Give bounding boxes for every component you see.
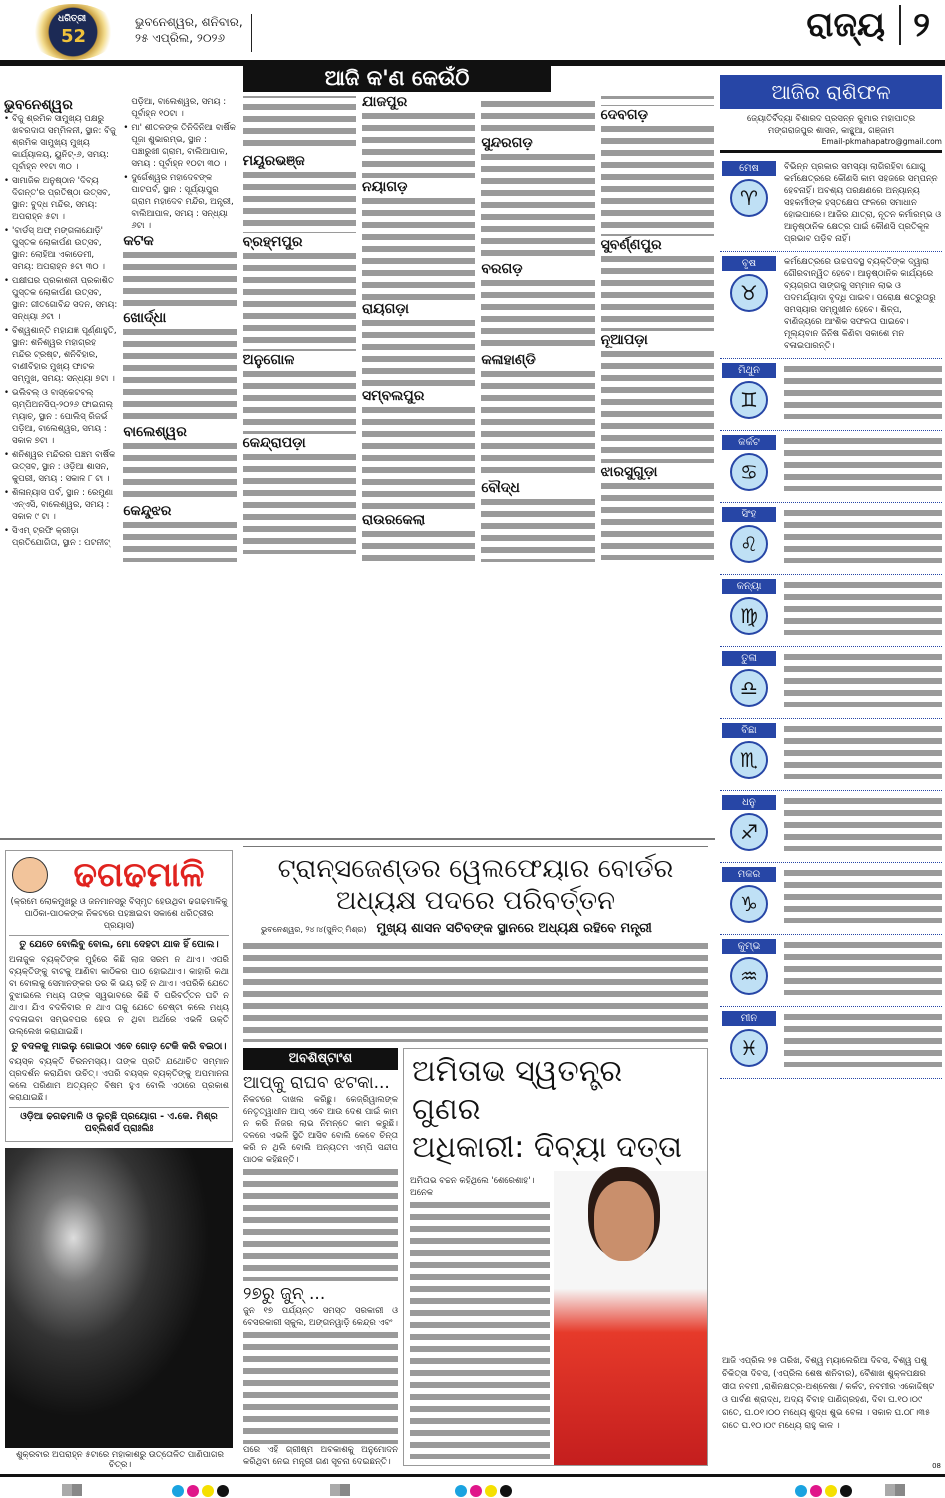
pot-icon: ♒ xyxy=(730,957,768,995)
zodiac-label: ସିଂହ xyxy=(722,507,776,522)
divider xyxy=(720,150,942,153)
listing-text xyxy=(243,169,356,233)
listing-text xyxy=(243,451,356,554)
zodiac-label: ବୃଷ xyxy=(722,256,776,271)
zodiac-10 xyxy=(720,935,942,1007)
city-heading: କଟକ xyxy=(123,233,154,249)
zodiac-text xyxy=(784,795,942,851)
feature-body xyxy=(410,1175,550,1459)
listing-text xyxy=(123,440,236,502)
dhagadhamali-box xyxy=(5,850,233,1142)
zodiac-label: ମିଥୁନ xyxy=(722,363,776,378)
explanation: ବୟସ୍କ ବ୍ୟକ୍ତି ଚିରନମସ୍ୟ। ତାଙ୍କ ପ୍ରତି ଯଥୋଚିତ ସମ୍ମାନ ପ୍ରଦର୍ଶନ କରାଯିବା ଉଚିତ୍। ଏପରି ବୟସ୍କ ବ୍ୟକ୍ତିଙ୍କୁ ଅପମାନନା କଲେ ପରିଣାମ ଅତ୍ୟନ୍ତ ବିଷମ ହୁଏ ବୋଲି ଏଠାରେ ପ୍ରକାଶ କରାଯାଇଛି। xyxy=(9,1057,229,1103)
zodiac-text xyxy=(784,435,942,491)
city-heading: ସୁବର୍ଣ୍ଣପୁର xyxy=(600,237,662,253)
feature-headline-line: ଅଧିକାରୀ: ଦିବ୍ୟା ଦତ୍ତା xyxy=(412,1130,683,1165)
photo-head xyxy=(594,1181,654,1261)
event-listings xyxy=(4,96,714,834)
listing-text xyxy=(243,250,356,351)
zodiac-4 xyxy=(720,503,942,575)
lion-icon: ♌ xyxy=(730,525,768,563)
city-heading: ରାଉରକେଲା xyxy=(361,512,426,528)
city-heading: କେନ୍ଦ୍ରାପଡ଼ା xyxy=(242,435,306,451)
bull-icon: ♉ xyxy=(730,274,768,312)
main-story xyxy=(243,846,708,1042)
zodiac-3 xyxy=(720,431,942,503)
zodiac-11 xyxy=(720,1007,942,1079)
zodiac-text xyxy=(784,507,942,563)
leftover-text: ନିକଟରେ ଦାଖଲ କରିଛୁ। କେଜ୍ରିୱାଲଙ୍କ ନେତୃତ୍ୱାଧୀନ ଆପ୍ ଏବେ ଆଉ ଦେଶ ପାଇଁ କାମ ନ କରି ନିଜର ଲାଭ ନିମନ୍ତେ କାମ କରୁଛି। ଦଳରେ ଏଭଳି ସ୍ଥିତି ଆସିବ ବୋଲି କେବେ ଚିନ୍ତା କରି ନ ଥିଲି ବୋଲି ଅନ୍ୟତମ ଏମ୍‌ପି ସନ୍ଦୀପ ପାଠକ କହିଛନ୍ତି। xyxy=(243,1095,398,1165)
horoscope-title: ଆଜିର ରାଶିଫଳ xyxy=(720,75,942,109)
listing-text xyxy=(362,195,475,300)
zodiac-label: କୁମ୍ଭ xyxy=(722,939,776,954)
zodiac-label: ତୁଳା xyxy=(722,651,776,666)
fish-icon: ♓ xyxy=(730,1029,768,1067)
archer-icon: ♐ xyxy=(730,813,768,851)
leftover-label: ଅବଶିଷ୍ଟାଂଶ xyxy=(243,1048,398,1070)
city-heading: ଝାରସୁଗୁଡ଼ା xyxy=(600,464,658,480)
feature-body-area xyxy=(404,1171,707,1465)
city-heading: ମୟୂରଭଞ୍ଜ xyxy=(242,153,305,169)
listing-text xyxy=(243,368,356,434)
color-registration-dot xyxy=(840,1485,852,1497)
left-bottom-column xyxy=(5,850,235,1470)
leftover-body xyxy=(243,1329,398,1444)
story-subrow xyxy=(243,921,708,936)
list-item: • ଭଲିବଲ୍ ଓ ବାସ୍କେଟବଲ୍ ଚାମ୍ପିଅନସିପ୍-୨୦୨୬ ଫାଇନାଲ୍ ମ୍ୟାଚ୍, ସ୍ଥାନ : ପୋଲିସ୍ ରିଜର୍ଭ ପଡ଼ିଆ, ବାଲେଶ୍ୱର, ସମୟ : ସକାଳ ୭ଟା । xyxy=(4,387,117,447)
color-registration-dot xyxy=(187,1485,199,1497)
list-item: • ସାମାଜିକ ଅନୁଷ୍ଠାନ 'ଦିବ୍ୟ ଦିଗନ୍ତ'ର ପ୍ରତିଷ୍ଠା ଉତ୍ସବ, ସ୍ଥାନ: ବୁଦ୍ଧ ମନ୍ଦିର, ସମୟ: ଅପରାହ୍ନ ୫ଟା । xyxy=(4,175,117,223)
listing-text xyxy=(123,326,236,423)
zodiac-text xyxy=(784,1011,942,1067)
divider xyxy=(9,935,229,936)
astrologer-address: ମଙ୍ଗରାଜପୁର ଶାସନ, କାନ୍ଥୁଆ, ଗଞ୍ଜାମ xyxy=(767,126,895,136)
color-registration-dot xyxy=(172,1485,184,1497)
city-heading: କେନ୍ଦୁଝର xyxy=(123,503,172,519)
leftover-title: ଆପ୍‌କୁ ରାଘବ ଝଟକା... xyxy=(243,1073,390,1093)
zodiac-7 xyxy=(720,719,942,791)
zodiac-9 xyxy=(720,863,942,935)
feature-headline-line: ଅମିତାଭ ସ୍ୱତନ୍ତ୍ର ଗୁଣର xyxy=(412,1054,623,1127)
feature-story xyxy=(403,1048,708,1466)
listing-text xyxy=(362,404,475,511)
panjika-text: ଆଜି ଏପ୍ରିଲ ୨୫ ତାରିଖ, ବିଶ୍ୱ ମ୍ୟାଲେରିଆ ଦିବସ, ବିଶ୍ୱ ପଶୁ ଚିକିତ୍ସା ଦିବସ, (ଏପ୍ରିଲ ଶେଷ ଶନିବାର), ବୈଶାଖ ଶୁକ୍ଳପକ୍ଷର ସୀତା ନବମୀ ,ରାଶିନକ୍ଷତ୍ର-ଅଶ୍ଳେଷା / କର୍କଟ, ନବମୀର ଏକୋଦ୍ଦିଷ୍ଟ ଓ ପାର୍ବଣ ଶ୍ରାଦ୍ଧ, ଅଦ୍ୟ ବିବାହ ପାଣିଗ୍ରହଣ, ଦିବା ଘ.୧୦।୦୯ ଗତେ, ଘ.୦୧।୦୦ ମଧ୍ୟେ ଶୁଦ୍ଧ ଶୁଭ ବେଳା । ସକାଳ ଘ.୦୮।୩୫ ଗତେ ଘ.୧୦।୦୯ ମଧ୍ୟେ ରାହୁ କାଳ । xyxy=(722,1356,935,1431)
list-item: • ବିଜୁ ଶ୍ରମିକ ସାମୁଖ୍ୟ ପକ୍ଷରୁ ଖବରଦାତା ସମ୍ମିଳନୀ, ସ୍ଥାନ: ବିଜୁ ଶ୍ରମିକ ସାମୁଖ୍ୟ ମୁଖ୍ୟ କାର୍ଯ୍ୟାଳୟ, ୟୁନିଟ୍-୬, ସମୟ: ପୂର୍ବାହ୍ନ ୧୧ଟା ୩୦ । xyxy=(4,113,117,173)
city-heading: ନୂଆପଡ଼ା xyxy=(600,332,648,348)
feature-lead: ଅମିତାଭ ବଚ୍ଚନ କହିଥିଲେ 'ଶେରେଶାହ'। ଅନେକ xyxy=(410,1176,535,1198)
zodiac-text xyxy=(784,651,942,707)
list-item: • ଶନିଶ୍ୱର ମନ୍ଦିରର ପଞ୍ଚମ ବାର୍ଷିକ ଉତ୍ସବ, ସ୍ଥାନ : ଓଡ଼ିଆ ଶାସନ, କୁପରୀ, ସମୟ : ସକାଳ ୮ ଟା । xyxy=(4,449,117,485)
subheadline: ମୁଖ୍ୟ ଶାସନ ସଚିବଙ୍କ ସ୍ଥାନରେ ଅଧ୍ୟକ୍ଷ ରହିବେ ମନ୍ତ୍ରୀ xyxy=(376,921,652,936)
article-body xyxy=(243,940,708,1042)
ram-icon: ♈ xyxy=(730,179,768,217)
color-registration-dot xyxy=(500,1485,512,1497)
zodiac-label: ମେଷ xyxy=(722,161,776,176)
newspaper-logo: ଧରିତ୍ରୀ 52 xyxy=(28,4,118,60)
intro: (କ୍ରମେ ଲୋକମୁଖରୁ ଓ ଜନମାନସରୁ ବିସ୍ମୃତ ହେଉଥିବା ଢଗଢମାଳିକୁ ପାଠିକା-ପାଠକଙ୍କ ନିକଟରେ ପହଞ୍ଚାଇବା ସକାଶେ ଧରିତ୍ରୀର ପ୍ରୟାସ) xyxy=(10,897,228,931)
horoscope-panel xyxy=(720,75,942,1079)
zodiac-text: ବିଭିନ୍ନ ପ୍ରକାର ସମସ୍ୟା ଲାଗିରହିବା ଯୋଗୁ କର୍ମକ୍ଷେତ୍ରରେ କୌଣସି କାମ ସହଜରେ ସମ୍ପନ୍ନ ହେବନାହିଁ। ଅବଶ୍ୟ ପରକ୍ଷଣରେ ଅନ୍ୟାନ୍ୟ ସହକର୍ମୀଙ୍କ ହସ୍ତକ୍ଷେପ ଫଳରେ ସମାଧାନ ହୋଇପାରେ। ଆଜିର ଯାତ୍ରା, ନୂତନ କର୍ମାରମ୍ଭ ଓ ଆନୁଷ୍ଠାନିକ କ୍ଷେତ୍ର ପାଇଁ କୌଣସି ପ୍ରତିକୂଳ ପ୍ରଭାବ ପଡ଼ିବ ନାହିଁ। xyxy=(784,162,942,244)
explanation: ଅଳାଜୁକ ବ୍ୟକ୍ତିଙ୍କ ମୁହଁରେ କିଛି ଲାଜ ସରମ ନ ଥାଏ। ଏପରି ବ୍ୟକ୍ତିଙ୍କୁ ବାଟକୁ ଆଣିବା କାଠିକର ପାଠ ହୋଇଥାଏ। କାହାରି କଥା ବା ବୋଲକୁ ସେମାନଙ୍କର ଡର କି ଭୟ ରହି ନ ଥାଏ। ଏପରିକି ଯେତେ ବୁଝାଇଲେ ମଧ୍ୟ ତାଙ୍କ ସ୍ୱଭାବରେ କିଛି ବି ପରିବର୍ତ୍ତନ ଘଟି ନ ଥାଏ। ଯିଏ ବଦଳିବାର ନ ଥାଏ ତାକୁ ଯେତେ ଚେଷ୍ଟା କଲେ ମଧ୍ୟ ବଦଳାଇବା ସମ୍ଭବପର ହେଉ ନ ଥିବା ଅର୍ଥରେ ଏଭଳି ଉକ୍ତି ଉଲ୍ଲେଖ କରାଯାଇଛି। xyxy=(9,955,229,1037)
list xyxy=(4,113,117,385)
astrologer xyxy=(720,113,942,137)
satellite-weather-image xyxy=(5,1148,233,1448)
listing-text xyxy=(601,123,714,236)
zodiac-label: କନ୍ୟା xyxy=(722,579,776,594)
list-item: • ଦୁର୍ଗେଶ୍ୱର ମହାଦେବଙ୍କ ପାଟପର୍ବ, ସ୍ଥାନ : ସୂର୍ଯ୍ୟାପୁର ଗ୍ରାମ ମହାଦେବ ମନ୍ଦିର, ଅନ୍ତ୍ରୀ, ବାଲିଆପାଳ, ସମୟ : ସନ୍ଧ୍ୟା ୬ଟା । xyxy=(123,172,236,232)
zodiac-label: ମକର xyxy=(722,867,776,882)
byline: ଭୁବନେଶ୍ୱର, ୨୪।୪(ସୁନିତ୍ ମିଶ୍ର) xyxy=(261,925,367,934)
dateline: ଭୁବନେଶ୍ୱର, ଶନିବାର, ୨୫ ଏପ୍ରିଲ, ୨୦୨୬ xyxy=(135,14,252,52)
color-registration-dot xyxy=(202,1485,214,1497)
footer-rule xyxy=(0,1474,945,1477)
city-heading: ନୟାଗଡ଼ xyxy=(361,179,408,195)
city-heading: ବୌଦ୍ଧ xyxy=(481,480,520,496)
listing-text xyxy=(481,151,594,260)
city-heading: ବରଗଡ଼ xyxy=(481,261,523,277)
twins-icon: ♊ xyxy=(730,381,768,419)
list-item: • ମା' ଶୀତଳଙ୍କ ତିନିଦିନିଆ ବାର୍ଷିକ ପୂଜା ଶୁଭାରମ୍ଭ, ସ୍ଥାନ : ପଞ୍ଚାରୁଖୀ ଗ୍ରାମ, ବାଲିଆପାଳ, ସମୟ : ପୂର୍ବାହ୍ନ ୧୦ଟା ୩୦ । xyxy=(123,122,236,170)
crab-icon: ♋ xyxy=(730,453,768,491)
list-item: • ଶିଳାନ୍ୟାସ ପର୍ବ, ସ୍ଥାନ : ରେମୁଣା ଏନ୍‌ଏସି, ବାଲେଶ୍ୱର, ସମୟ : ସକାଳ ୯ ଟା । xyxy=(4,487,117,523)
listings-title: ଆଜି କ'ଣ କେଉଁଠି xyxy=(243,64,551,92)
section-title: ରାଜ୍ୟ xyxy=(806,5,885,45)
zodiac-1 xyxy=(720,252,942,359)
listing-text xyxy=(481,368,594,479)
zodiac-label: ବିଛା xyxy=(722,723,776,738)
main-headline: ଟ୍ରାନ୍ସଜେଣ୍ଡର ୱେଲଫେୟାର ବୋର୍ଡର ଅଧ୍ୟକ୍ଷ ପଦରେ ପରିବର୍ତ୍ତନ xyxy=(277,854,674,916)
page-number: ୨ xyxy=(899,5,930,45)
listing-text xyxy=(123,249,236,309)
city-heading: କଳାହାଣ୍ଡି xyxy=(481,352,536,368)
color-registration-dot xyxy=(470,1485,482,1497)
leftover-title: ୨୭ରୁ ଜୁନ୍ ... xyxy=(243,1284,326,1304)
scales-icon: ♎ xyxy=(730,669,768,707)
page-code: 08 xyxy=(932,1462,941,1470)
leftover-text: ଜୁନ ୧୭ ପର୍ଯ୍ୟନ୍ତ ସମସ୍ତ ସରକାରୀ ଓ ବେସରକାରୀ ସ୍କୁଲ, ଅଙ୍ଗନୱାଡ଼ି କେନ୍ଦ୍ର ଏବଂ xyxy=(243,1306,398,1328)
saying: ତୁ ଯେତେ ବୋଲିବୁ ବୋଲ, ମୋ ଦେହଟା ଯାକ ହିଁ ପୋଲ। xyxy=(19,939,219,950)
leftover-end: ପରେ ଏହି ଗ୍ରୀଷ୍ମ ଅବକାଶକୁ ଅନୁମୋଦନ କରିଥିବା ନେଇ ମନ୍ତ୍ରୀ ଗଣ ସୂଚନା ଦେଇଛନ୍ତି। xyxy=(243,1445,398,1467)
list-item: • ପକ୍ଷୀଘର ପ୍ରକାଶନୀ ପ୍ରକାଶିତ ପୁସ୍ତକ ଲୋକାର୍ପଣ ଉତ୍ସବ, ସ୍ଥାନ: ଗୀତଗୋବିନ୍ଦ ସଦନ, ସମୟ: ସନ୍ଧ୍ୟା ୬ଟା । xyxy=(4,275,117,323)
zodiac-text xyxy=(784,579,942,635)
listing-text xyxy=(601,348,714,463)
color-registration-dot xyxy=(810,1485,822,1497)
color-registration-dot xyxy=(217,1485,229,1497)
astrologer-name: ଜ୍ୟୋତିର୍ବିଦ୍ୟା ବିଶାରଦ ପ୍ରସନ୍ନ କୁମାର ମହାପାତ୍ର xyxy=(746,114,916,124)
actress-photo xyxy=(554,1171,707,1465)
city-heading: ସମ୍ବଲପୁର xyxy=(361,388,425,404)
cartoon-faces-icon xyxy=(12,857,48,893)
listing-text xyxy=(601,480,714,560)
city-heading: ଦେବଗଡ଼ xyxy=(600,107,648,123)
zodiac-0 xyxy=(720,157,942,252)
zodiac-2 xyxy=(720,359,942,431)
city-heading: ଖୋର୍ଦ୍ଧା xyxy=(123,310,167,326)
list-item: • ସିଏମ୍ ଟ୍ରଫି କ୍ରୀଡ଼ା ପ୍ରତିଯୋଗିତା, ସ୍ଥାନ : ପଟନୀଟ୍ ପଡ଼ିଆ, ବାଲେଶ୍ୱର, ସମୟ : ପୂର୍ବାହ୍ନ ୧୦ଟା । xyxy=(4,96,237,562)
scorpion-icon: ♏ xyxy=(730,741,768,779)
feature-headline xyxy=(404,1049,707,1171)
listing-text xyxy=(362,110,475,178)
goat-icon: ♑ xyxy=(730,885,768,923)
leftover-column xyxy=(243,1048,398,1468)
listing-text xyxy=(601,253,714,331)
city-heading: ଯାଜପୁର xyxy=(361,94,408,110)
dhagadhamali-title: ଢଗଢମାଳି xyxy=(73,855,205,895)
city-heading: ଅନୁଗୋଳ xyxy=(242,352,295,368)
zodiac-text: କର୍ମକ୍ଷେତ୍ରରେ ଉଚ୍ଚପଦସ୍ଥ ବ୍ୟକ୍ତିଙ୍କ ଦ୍ୱାରା ଗୌରବାନ୍ୱିତ ହେବେ। ଆନୁଷ୍ଠାନିକ କାର୍ଯ୍ୟରେ ବ୍ୟଗ୍ରତା ସାଙ୍ଗକୁ ସମ୍ମାନ ଲାଭ ଓ ପଦମର୍ଯ୍ୟାଦା ବୃଦ୍ଧି ପାଇବ। ପରୋକ୍ଷ ଶତ୍ରୁତାରୁ ସମସ୍ୟାର ସମ୍ମୁଖୀନ ହେବେ। ଶିଳ୍ପ, ବାଣିଜ୍ୟରେ ଆଂଶିକ ସଫଳତା ପାଇବେ। ମୂଲ୍ୟବାନ ଜିନିଷ କିଣିବା ସକାଶେ ମନ ବଳାଇପାରନ୍ତି। xyxy=(784,257,936,351)
print-mark xyxy=(62,1484,82,1496)
color-registration-dot xyxy=(825,1485,837,1497)
city-heading: ରାୟଗଡ଼ା xyxy=(361,301,409,317)
list-item: • ବିଶ୍ୱଶାନ୍ତି ମହାଯଜ୍ଞ ପୂର୍ଣ୍ଣାହୁତି, ସ୍ଥାନ: ଶନିଶ୍ୱର ମହାଗ୍ରହ ମନ୍ଦିର ଟ୍ରଷ୍ଟ, ଶନିବିହାର, ବାଣୀବିହାର ମୁଖ୍ୟ ଫାଟକ ସମ୍ମୁଖ, ସମୟ: ସନ୍ଧ୍ୟା ୭ଟା । xyxy=(4,325,117,385)
zodiac-6 xyxy=(720,647,942,719)
zodiac-text xyxy=(784,867,942,923)
zodiac-text xyxy=(784,363,942,419)
listing-text xyxy=(481,277,594,351)
city-heading: ଭୁବନେଶ୍ୱର xyxy=(4,97,73,113)
list-item: • 'ବାର୍ଡସ୍ ଅଫ୍ ମଙ୍ଗଳାଯୋଡ଼ି' ପୁସ୍ତକ ଲୋକାର୍ପଣ ଉତ୍ସବ, ସ୍ଥାନ: ଲୋହିଆ ଏକାଡେମୀ, ସମୟ: ଅପରାହ୍ନ ୫ଟା ୩୦ । xyxy=(4,225,117,273)
color-registration-dot xyxy=(795,1485,807,1497)
color-registration-dot xyxy=(455,1485,467,1497)
zodiac-list xyxy=(720,157,942,1079)
zodiac-text xyxy=(784,723,942,779)
city-heading: ବାଲେଶ୍ୱର xyxy=(123,424,187,440)
print-mark xyxy=(330,1484,350,1496)
zodiac-label: ମୀନ xyxy=(722,1011,776,1026)
email: Email-pkmahapatro@gmail.com xyxy=(821,137,942,146)
image-caption: ଶୁକ୍ରବାର ଅପରାହ୍ନ ୫ଟାରେ ମହାକାଶରୁ ଉତ୍ତୋଳିତ ପାଣିପାଗର ଚିତ୍ର। xyxy=(16,1450,224,1470)
zodiac-label: କର୍କଟ xyxy=(722,435,776,450)
zodiac-text xyxy=(784,939,942,995)
zodiac-8 xyxy=(720,791,942,863)
zodiac-5 xyxy=(720,575,942,647)
city-heading: ସୁନ୍ଦରଗଡ଼ xyxy=(481,135,533,151)
divider xyxy=(0,838,715,840)
credit: ଓଡ଼ିଆ ଢଗଢମାଳି ଓ ଲୁଚ୍ଛି ପ୍ରୟୋଗ - ଏ.କେ. ମିଶ୍ର ପବ୍ଲିଶର୍ସ ପ୍ରାଃଲିଃ xyxy=(20,1111,218,1134)
zodiac-label: ଧନୁ xyxy=(722,795,776,810)
feature-text xyxy=(410,1199,550,1459)
leftover-body xyxy=(243,1166,398,1281)
color-registration-dot xyxy=(485,1485,497,1497)
maiden-icon: ♍ xyxy=(730,597,768,635)
city-heading: ବ୍ରହ୍ମପୁର xyxy=(242,234,303,250)
print-mark xyxy=(885,1484,905,1496)
listing-text xyxy=(362,317,475,387)
saying: ତୁ ବଦଳକୁ ମାଇଲୁ ଗୋଇଠା ଏବେ ଗୋଡ଼ ଟେକି କରି ବଇଠା। xyxy=(11,1041,227,1052)
divider xyxy=(9,1107,229,1108)
